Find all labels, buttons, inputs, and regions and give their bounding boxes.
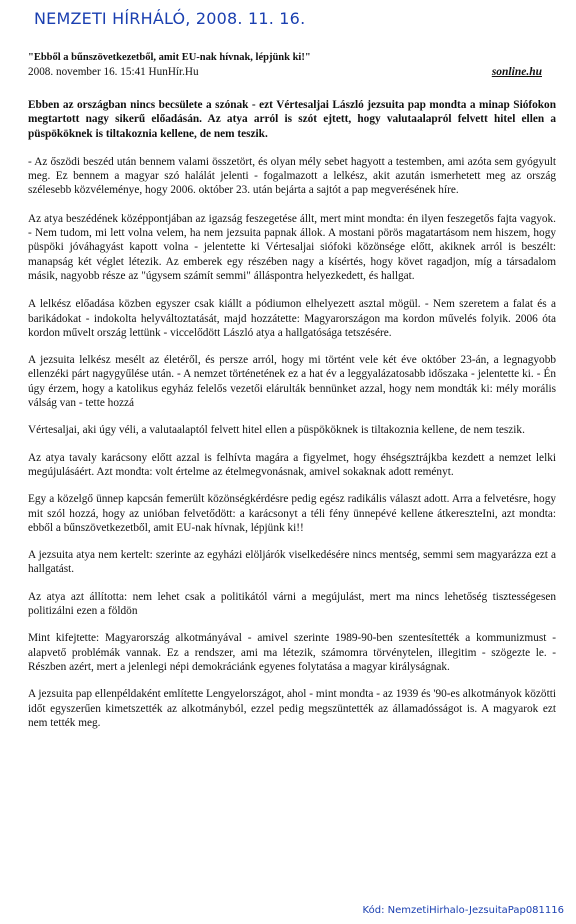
article-body (28, 98, 556, 730)
article-paragraph: Vértesaljai, aki úgy véli, a valutaalaptól felvett hitel ellen a püspököknek is tiltakoznia kellene, de nem teszik. (28, 424, 525, 437)
article-paragraph: Az atya beszédének középpontjában az igazság feszegetése állt, mert mint mondta: én ilyen feszegetős fajta vagyok. - Nem tudom, mi lett volna velem, ha nem jezsuita papnak állok. A mostani pörös magatartásom nem hiszem, hogy püspöki jóváhagyást kapott volna - jelentette ki Vértesaljai siófoki közönsége előtt, akiknek arról is beszélt: manapság két véglet létezik. Az emberek egy részében nagy a kísértés, hogy követ ragadjon, míg a társadalom másik, nagyobb része az "úgysem számít semmi" álláspontra helyezkedett, és hallgat. (28, 212, 556, 282)
article-paragraph: Az atya tavaly karácsony előtt azzal is felhívta magára a figyelmet, hogy éhségsztrájkba kezdett a nemzet lelki megújulásáért. Azt mondta: volt értelme az ételmegvonásnak, amivel sokaknak adott reményt. (28, 451, 556, 478)
article-paragraph: A jezsuita lelkész mesélt az életéről, és persze arról, hogy mi történt vele két éve október 23-án, a legnagyobb ellenzéki párt nagygyűlése után. - A nemzet történetének ez a hat év a leggyalázatosabb időszaka - jelentette ki. - Én úgy érzem, hogy a katolikus egyház felelős vezetői elárulták bennünket azzal, hogy nem mondták ki: mély morális válság van - tette hozzá (28, 354, 556, 410)
article-paragraph: Mint kifejtette: Magyarország alkotmányával - amivel szerinte 1989-90-ben szentesítették a kommunizmust - alapvető problémák vannak. Ez a rendszer, ami ma létezik, számomra törvénytelen, illegitim - szögezte le. - Részben azért, mert a jelenlegi népi demokráciánk egyenes folytatása a magyar királyságnak. (28, 632, 556, 673)
article-meta: 2008. november 16. 15:41 HunHír.Hu (28, 66, 199, 78)
article-lead: Ebben az országban nincs becsülete a szónak - ezt Vértesaljai László jezsuita pap mondta a minap Siófokon megtartott nagy sikerű előadásán. Az atya arról is szót ejtett, hogy valutaalapról felvett hitel ellen a püspököknek is tiltakoznia kellene, de nem teszik. (28, 99, 556, 140)
article-headline: "Ebből a bűnszövetkezetből, amit EU-nak hívnak, lépjünk ki!" (28, 52, 311, 63)
article-paragraph: Egy a közelgő ünnep kapcsán femerült közönségkérdésre pedig egész radikális választ adott. Arra a felvetésre, hogy mit szól hozzá, hogy az unióban felvetődött: a karácsonyt a téli fény ünnepévé kellene átkereszteIni, azt mondta: ebből a bűnszövetkezetből, amit EU-nak hívnak, lépjünk ki!! (28, 493, 556, 534)
article-paragraph: - Az őszödi beszéd után bennem valami összetört, és olyan mély sebet hagyott a testemben, ami azóta sem gyógyult meg. Ez bennem a magyar szó halálát jelenti - fogalmazott a lelkész, akit azután ismerhetett meg az ország szélesebb közvéleménye, hogy 2006. október 23. után bejárta a sajtót a pap megverésének híre. (28, 155, 556, 197)
source-link[interactable]: sonline.hu (491, 66, 542, 78)
document-code: Kód: NemzetiHirhalo-JezsuitaPap081116 (362, 905, 564, 916)
article-paragraph: A jezsuita pap ellenpéldaként említette Lengyelországot, ahol - mint mondta - az 1939 és '90-es alkotmányok közötti időt egyszerűen kimetszették az alkotmányból, ezzel pedig megszüntették az államadósságot is. A magyarok ezt nem tették meg. (28, 688, 556, 729)
article-paragraph: A jezsuita atya nem kertelt: szerinte az egyházi elöljárók viselkedésére nincs mentség, semmi sem magyarázza ezt a hallgatást. (28, 549, 556, 576)
article-paragraph: Az atya azt állította: nem lehet csak a politikától várni a megújulást, mert ma nincs lehetőség tisztességesen politizálni ezen a földön (28, 590, 556, 618)
masthead: NEMZETI HÍRHÁLÓ, 2008. 11. 16. (34, 9, 306, 28)
article-paragraph: A lelkész előadása közben egyszer csak kiállt a pódiumon elhelyezett asztal mögül. - Nem szeretem a falat és a barikádokat - indokolta helyváltoztatását, majd hozzátette: Magyarországon ma kordon művelés folyik. 2006 óta kordon művelt ország lettünk - viccelődött László atya a hallgatósága tetszésére. (28, 298, 556, 339)
